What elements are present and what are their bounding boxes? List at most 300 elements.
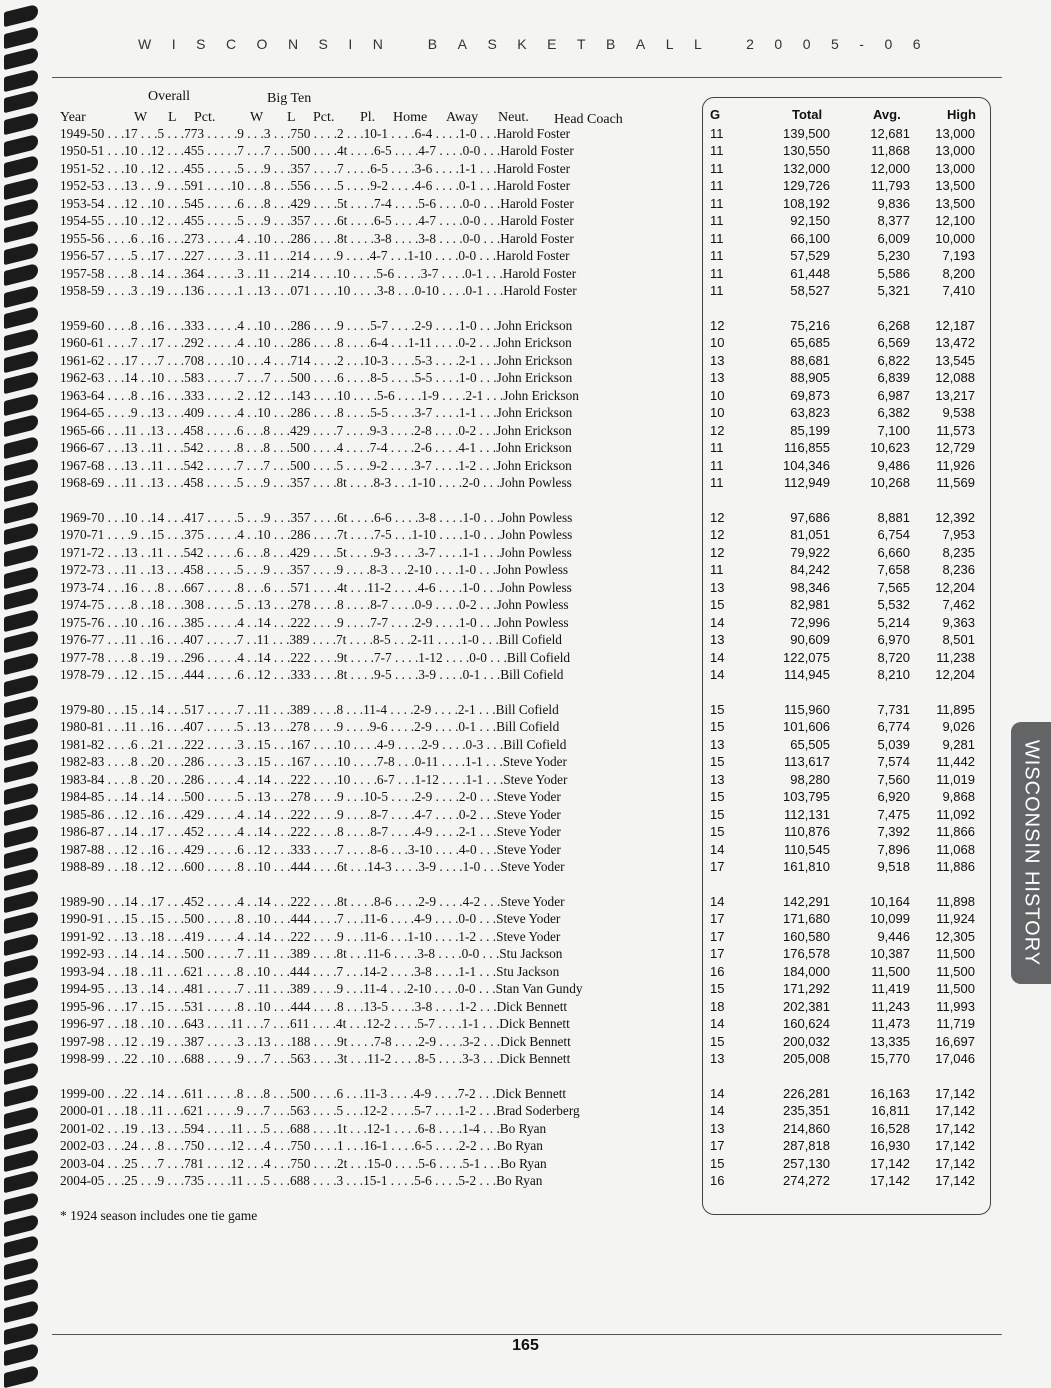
att-high: 12,729 — [935, 440, 975, 456]
att-total: 161,810 — [783, 859, 830, 875]
att-average: 6,660 — [877, 544, 910, 560]
att-high: 13,472 — [935, 335, 975, 351]
att-average: 10,164 — [870, 894, 910, 909]
att-total: 287,818 — [783, 1138, 830, 1154]
att-col-average: Avg. — [873, 107, 901, 122]
att-average: 7,565 — [877, 579, 910, 595]
season-row: 1994-95 . . .13 . .14 . . .481 . . . . .7 . .11 . . .389 . . . .9 . . .11-4 . . .2-10 . . . .0-0 . . .Stan Van Gundy — [60, 981, 583, 997]
att-high: 9,281 — [942, 736, 975, 752]
att-high: 11,924 — [936, 911, 975, 927]
spiral-coil — [4, 220, 38, 243]
spiral-coil — [4, 1127, 38, 1150]
att-total: 132,000 — [783, 160, 830, 176]
spiral-coil — [4, 285, 38, 308]
season-row: 1977-78 . . . .8 . .19 . . .296 . . . . .4 . .14 . . .222 . . . .9t . . . .7-7 . . . .1-12 . . . .0-0 . . .Bill Cofield — [60, 649, 571, 665]
season-row: 1975-76 . . .10 . .16 . . .385 . . . . .4 . .14 . . .222 . . . .9 . . . .7-7 . . . .2-9 . . . .1-0 . . .John Powless — [60, 614, 569, 630]
spiral-coil — [4, 1213, 38, 1236]
att-games: 14 — [710, 894, 725, 909]
att-high: 12,204 — [935, 667, 975, 683]
attendance-row — [710, 247, 975, 264]
spiral-coil — [4, 414, 38, 437]
att-average: 6,382 — [877, 405, 910, 421]
spiral-coil — [4, 803, 38, 826]
season-row: 2004-05 . . .25 . . .9 . . .735 . . . .11 . . .5 . . .688 . . . .3 . . .15-1 . . . .5-6 . . . .5-2 . . .Bo Ryan — [60, 1173, 543, 1189]
season-row: 1991-92 . . .13 . .18 . . .419 . . . . .4 . .14 . . .222 . . . .9 . . .11-6 . . .1-10 . . . .1-2 . . .Steve Yoder — [60, 928, 561, 944]
attendance-row — [710, 823, 975, 840]
attendance-row — [710, 631, 975, 648]
season-row: 1985-86 . . .12 . .16 . . .429 . . . . .4 . .14 . . .222 . . . .9 . . . .8-7 . . . .4-7 . . . .0-2 . . .Steve Yoder — [60, 806, 561, 822]
att-games: 13 — [710, 1120, 725, 1136]
att-high: 11,898 — [936, 894, 975, 909]
att-high: 9,026 — [942, 719, 975, 735]
att-games: 15 — [710, 1033, 725, 1049]
att-games: 10 — [710, 335, 725, 351]
attendance-row — [710, 282, 975, 299]
att-total: 257,130 — [783, 1155, 830, 1171]
att-average: 7,560 — [877, 771, 910, 787]
att-games: 14 — [710, 649, 725, 665]
attendance-row — [710, 212, 975, 229]
spiral-coil — [4, 565, 38, 588]
att-average: 9,486 — [877, 457, 910, 473]
att-games: 11 — [710, 562, 724, 578]
att-total: 130,550 — [783, 143, 830, 159]
attendance-row — [710, 788, 975, 805]
season-row: 1963-64 . . . .8 . .16 . . .333 . . . . .2 . .12 . . .143 . . . .10 . . . .5-6 . . . .1-9 . . . .2-1 . . .John Erickson — [60, 387, 579, 403]
att-average: 6,822 — [877, 352, 910, 368]
spiral-coil — [4, 825, 38, 848]
att-average: 8,720 — [877, 649, 910, 665]
att-games: 17 — [710, 911, 725, 927]
season-row: 1973-74 . . .16 . . .8 . . .667 . . . . .8 . . .6 . . .571 . . . .4t . . .11-2 . . . .4-6 . . . .1-0 . . .John Powless — [60, 579, 572, 595]
attendance-row — [710, 1033, 975, 1050]
att-high: 11,068 — [936, 841, 975, 857]
attendance-row — [710, 806, 975, 823]
att-average: 7,731 — [877, 702, 910, 717]
season-row: 1953-54 . . .12 . .10 . . .545 . . . . .6 . . .8 . . .429 . . . .5t . . . .7-4 . . . .5-6 . . . .0-0 . . .Harold Foster — [60, 195, 574, 211]
attendance-row — [710, 1050, 975, 1067]
att-games: 11 — [710, 457, 724, 473]
att-total: 92,150 — [790, 213, 830, 229]
att-high: 13,000 — [935, 126, 975, 141]
att-high: 9,868 — [942, 789, 975, 805]
att-games: 18 — [710, 998, 725, 1014]
attendance-row — [710, 457, 975, 474]
attendance-row — [710, 142, 975, 159]
spiral-coil — [4, 1105, 38, 1128]
att-average: 16,811 — [871, 1103, 910, 1119]
att-average: 7,392 — [877, 824, 910, 840]
season-row: 2003-04 . . .25 . . .7 . . .781 . . . .12 . . .4 . . .750 . . . .2t . . .15-0 . . . .5-6 . . . .5-1 . . .Bo Ryan — [60, 1155, 547, 1171]
att-total: 98,280 — [790, 771, 830, 787]
att-total: 79,922 — [790, 544, 830, 560]
att-high: 11,886 — [936, 859, 975, 875]
att-high: 12,187 — [935, 318, 975, 333]
col-neutral: Neut. — [498, 110, 529, 125]
att-average: 15,770 — [870, 1051, 910, 1067]
season-row: 1979-80 . . .15 . .14 . . .517 . . . . .7 . .11 . . .389 . . . .8 . . .11-4 . . . .2-9 . . . .2-1 . . .Bill Cofield — [60, 702, 559, 717]
spiral-coil — [4, 695, 38, 718]
att-games: 10 — [710, 387, 725, 403]
spiral-coil — [4, 349, 38, 372]
att-high: 9,538 — [942, 405, 975, 421]
season-row: 1981-82 . . . .6 . .21 . . .222 . . . . .3 . .15 . . .167 . . . .10 . . . .4-9 . . . .2-9 . . . .0-3 . . .Bill Cofield — [60, 736, 567, 752]
att-total: 72,996 — [790, 614, 830, 630]
attendance-row — [710, 1155, 975, 1172]
spiral-coil — [4, 393, 38, 416]
att-games: 12 — [710, 318, 725, 333]
att-games: 10 — [710, 405, 725, 421]
att-games: 11 — [710, 160, 724, 176]
att-total: 112,949 — [783, 475, 830, 491]
season-row: 1978-79 . . .12 . .15 . . .444 . . . . .6 . .12 . . .333 . . . .8t . . . .9-5 . . . .3-9 . . . .0-1 . . .Bill Cofield — [60, 667, 564, 683]
att-col-games: G — [710, 107, 721, 122]
att-average: 6,987 — [877, 387, 910, 403]
attendance-row — [710, 858, 975, 875]
att-total: 108,192 — [783, 195, 830, 211]
attendance-row — [710, 526, 975, 543]
season-row: 1995-96 . . .17 . .15 . . .531 . . . . .8 . .10 . . .444 . . . .8 . . .13-5 . . . .3-8 . . . .1-2 . . .Dick Bennett — [60, 998, 568, 1014]
spiral-coil — [4, 1257, 38, 1280]
spiral-coil — [4, 1019, 38, 1042]
attendance-row — [710, 666, 975, 683]
att-high: 12,088 — [935, 370, 975, 386]
att-games: 11 — [710, 230, 724, 246]
att-games: 12 — [710, 544, 725, 560]
att-high: 13,000 — [935, 143, 975, 159]
att-games: 11 — [710, 283, 724, 299]
att-total: 200,032 — [783, 1033, 830, 1049]
overall-group-label: Overall — [148, 89, 190, 104]
att-high: 11,866 — [936, 824, 975, 840]
att-average: 11,419 — [871, 981, 910, 997]
col-bt-pct: Pct. — [313, 110, 335, 125]
att-total: 58,527 — [790, 283, 830, 299]
att-games: 16 — [710, 1173, 725, 1189]
att-average: 5,214 — [877, 614, 910, 630]
att-high: 8,235 — [942, 544, 975, 560]
att-total: 129,726 — [783, 178, 830, 194]
spiral-coil — [4, 1084, 38, 1107]
att-average: 5,586 — [877, 265, 910, 281]
att-average: 11,500 — [871, 963, 910, 979]
season-row: 1996-97 . . .18 . .10 . . .643 . . . .11 . . .7 . . .611 . . . .4t . . .12-2 . . . .5-7 . . . .1-1 . . .Dick Bennett — [60, 1016, 570, 1032]
col-w: W — [134, 110, 148, 125]
att-high: 17,046 — [935, 1051, 975, 1067]
attendance-row — [710, 736, 975, 753]
season-row: 1955-56 . . . .6 . .16 . . .273 . . . . .4 . .10 . . .286 . . . .8t . . . .3-8 . . . .3-8 . . . .0-0 . . .Harold Foster — [60, 230, 574, 246]
att-games: 13 — [710, 736, 725, 752]
att-high: 12,392 — [935, 510, 975, 525]
att-high: 11,569 — [936, 475, 975, 491]
season-row: 1958-59 . . . .3 . .19 . . .136 . . . . .1 . .13 . . .071 . . . .10 . . . .3-8 . . .0-10 . . . .0-1 . . .Harold Foster — [60, 283, 577, 299]
att-high: 11,500 — [936, 981, 975, 997]
att-average: 9,836 — [877, 195, 910, 211]
spiral-coil — [4, 717, 38, 740]
col-place: Pl. — [360, 110, 376, 125]
season-row: 1967-68 . . .13 . .11 . . .542 . . . . .7 . . .7 . . .500 . . . .5 . . . .9-2 . . . .3-7 . . . .1-2 . . .John Erickson — [60, 457, 572, 473]
att-average: 10,268 — [870, 475, 910, 491]
spiral-coil — [4, 868, 38, 891]
spiral-coil — [4, 911, 38, 934]
att-total: 85,199 — [790, 422, 830, 438]
spiral-coil — [4, 4, 38, 27]
att-high: 13,545 — [935, 352, 975, 368]
att-games: 15 — [710, 597, 725, 613]
att-games: 15 — [710, 806, 725, 822]
spiral-coil — [4, 133, 38, 156]
att-high: 12,204 — [935, 579, 975, 595]
att-average: 11,243 — [871, 998, 910, 1014]
spiral-coil — [4, 198, 38, 221]
att-average: 17,142 — [870, 1155, 910, 1171]
att-total: 65,685 — [790, 335, 830, 351]
att-high: 11,895 — [936, 702, 975, 717]
season-row: 1997-98 . . .12 . .19 . . .387 . . . . .3 . .13 . . .188 . . . .9t . . . .7-8 . . . .2-9 . . . .3-2 . . .Dick Bennett — [60, 1033, 571, 1049]
att-col-high: High — [947, 107, 976, 122]
att-games: 17 — [710, 928, 725, 944]
side-tab-label: WISCONSIN HISTORY — [1020, 739, 1043, 967]
att-average: 17,142 — [870, 1173, 910, 1189]
att-games: 15 — [710, 824, 725, 840]
att-total: 88,905 — [790, 370, 830, 386]
att-average: 7,574 — [877, 754, 910, 770]
att-average: 16,930 — [870, 1138, 910, 1154]
attendance-row — [710, 422, 975, 439]
attendance-row — [710, 177, 975, 194]
att-high: 17,142 — [935, 1086, 975, 1101]
spiral-coil — [4, 933, 38, 956]
attendance-row — [710, 841, 975, 858]
att-games: 14 — [710, 841, 725, 857]
season-row: 1984-85 . . .14 . .14 . . .500 . . . . .5 . .13 . . .278 . . . .9 . . .10-5 . . . .2-9 . . . .2-0 . . .Steve Yoder — [60, 789, 561, 805]
spiral-coil — [4, 1062, 38, 1085]
attendance-row — [710, 561, 975, 578]
attendance-row — [710, 771, 975, 788]
attendance-row — [710, 998, 975, 1015]
season-row: 1990-91 . . .15 . .15 . . .500 . . . . .8 . .10 . . .444 . . . .7 . . .11-6 . . . .4-9 . . . .0-0 . . .Steve Yoder — [60, 911, 561, 927]
att-games: 11 — [710, 126, 724, 141]
att-games: 14 — [710, 667, 725, 683]
season-row: 1965-66 . . .11 . .13 . . .458 . . . . .6 . . .8 . . .429 . . . .7 . . . .9-3 . . . .2-8 . . . .0-2 . . .John Erickson — [60, 422, 572, 438]
spiral-coil — [4, 738, 38, 761]
attendance-row — [710, 474, 975, 491]
attendance-row — [710, 596, 975, 613]
att-high: 13,500 — [935, 178, 975, 194]
att-average: 6,774 — [877, 719, 910, 735]
spiral-coil — [4, 997, 38, 1020]
season-row: 1971-72 . . .13 . .11 . . .542 . . . . .6 . . .8 . . .429 . . . .5t . . . .9-3 . . . .3-7 . . . .1-1 . . .John Powless — [60, 544, 572, 560]
attendance-row — [710, 334, 975, 351]
attendance-row — [710, 928, 975, 945]
att-high: 11,573 — [936, 422, 975, 438]
att-games: 13 — [710, 352, 725, 368]
att-total: 114,945 — [783, 667, 830, 683]
att-high: 13,500 — [935, 195, 975, 211]
attendance-row — [710, 1137, 975, 1154]
att-high: 7,410 — [942, 283, 975, 299]
attendance-row — [710, 1120, 975, 1137]
att-high: 13,000 — [935, 160, 975, 176]
att-average: 8,210 — [877, 667, 910, 683]
att-average: 7,475 — [877, 806, 910, 822]
season-row: 1954-55 . . .10 . .12 . . .455 . . . . .5 . . .9 . . .357 . . . .6t . . . .6-5 . . . .4-7 . . . .0-0 . . .Harold Foster — [60, 213, 574, 229]
spiral-coil — [4, 177, 38, 200]
spiral-coil — [4, 371, 38, 394]
att-high: 11,993 — [936, 998, 975, 1014]
attendance-row — [710, 753, 975, 770]
attendance-row — [710, 544, 975, 561]
spiral-coil — [4, 889, 38, 912]
attendance-row — [710, 718, 975, 735]
att-average: 6,970 — [877, 632, 910, 648]
att-average: 7,100 — [877, 422, 910, 438]
att-average: 7,658 — [877, 562, 910, 578]
att-total: 116,855 — [783, 440, 830, 456]
att-average: 6,754 — [877, 527, 910, 543]
season-row: 1969-70 . . .10 . .14 . . .417 . . . . .5 . . .9 . . .357 . . . .6t . . . .6-6 . . . .3-8 . . . .1-0 . . .John Powless — [60, 510, 573, 525]
att-average: 10,099 — [870, 911, 910, 927]
spiral-coil — [4, 241, 38, 264]
attendance-row — [710, 265, 975, 282]
att-games: 12 — [710, 422, 725, 438]
att-games: 17 — [710, 1138, 725, 1154]
att-high: 17,142 — [935, 1138, 975, 1154]
season-row: 1976-77 . . .11 . .16 . . .407 . . . . .7 . .11 . . .389 . . . .7t . . . .8-5 . . .2-11 . . . .1-0 . . .Bill Cofield — [60, 632, 562, 648]
att-games: 15 — [710, 981, 725, 997]
season-row: 1974-75 . . . .8 . .18 . . .308 . . . . .5 . .13 . . .278 . . . .8 . . . .8-7 . . . .0-9 . . . .0-2 . . .John Powless — [60, 597, 569, 613]
att-games: 14 — [710, 1016, 725, 1032]
att-average: 9,446 — [877, 928, 910, 944]
att-high: 8,501 — [942, 632, 975, 648]
spiral-coil — [4, 630, 38, 653]
att-average: 7,896 — [877, 841, 910, 857]
season-row: 1992-93 . . .14 . .14 . . .500 . . . . .7 . .11 . . .389 . . . .8t . . .11-6 . . . .3-8 . . . .0-0 . . .Stu Jackson — [60, 946, 563, 962]
season-row: 1952-53 . . .13 . . .9 . . .591 . . . .10 . . .8 . . .556 . . . .5 . . . .9-2 . . . .4-6 . . . .0-1 . . .Harold Foster — [60, 178, 571, 194]
spiral-coil — [4, 1278, 38, 1301]
season-row: 1956-57 . . . .5 . .17 . . .227 . . . . .3 . .11 . . .214 . . . .9 . . . .4-7 . . .1-10 . . . .0-0 . . .Harold Foster — [60, 248, 570, 264]
att-total: 65,505 — [790, 736, 830, 752]
att-average: 11,868 — [871, 143, 910, 159]
att-high: 17,142 — [935, 1173, 975, 1189]
att-total: 176,578 — [783, 946, 830, 962]
att-total: 160,624 — [783, 1016, 830, 1032]
att-high: 11,019 — [936, 771, 975, 787]
attendance-row — [710, 910, 975, 927]
att-games: 17 — [710, 946, 725, 962]
attendance-row — [710, 317, 975, 334]
page-number: 165 — [512, 1337, 539, 1354]
att-average: 12,681 — [870, 126, 910, 141]
spiral-coil — [4, 47, 38, 70]
att-total: 63,823 — [790, 405, 830, 421]
att-average: 5,039 — [877, 736, 910, 752]
att-total: 104,346 — [783, 457, 830, 473]
att-high: 11,238 — [936, 649, 975, 665]
spiral-coil — [4, 522, 38, 545]
col-pct: Pct. — [194, 110, 216, 125]
season-row: 1989-90 . . .14 . .17 . . .452 . . . . .4 . .14 . . .222 . . . .8t . . . .8-6 . . . .2-9 . . . .4-2 . . .Steve Yoder — [60, 894, 565, 909]
att-games: 13 — [710, 1051, 725, 1067]
spiral-coil — [4, 90, 38, 113]
spiral-coil — [4, 544, 38, 567]
att-average: 11,793 — [871, 178, 910, 194]
attendance-row — [710, 980, 975, 997]
att-average: 6,268 — [877, 318, 910, 333]
spiral-coil — [4, 1365, 38, 1388]
att-games: 11 — [710, 143, 724, 159]
att-games: 15 — [710, 719, 725, 735]
att-games: 15 — [710, 1155, 725, 1171]
att-games: 14 — [710, 1103, 725, 1119]
att-total: 103,795 — [783, 789, 830, 805]
col-bt-w: W — [250, 110, 264, 125]
att-col-total: Total — [792, 107, 823, 122]
att-total: 81,051 — [790, 527, 830, 543]
attendance-row — [710, 404, 975, 421]
spiral-coil — [4, 1170, 38, 1193]
season-row: 1983-84 . . . .8 . .20 . . .286 . . . . .4 . .14 . . .222 . . . .10 . . . .6-7 . . .1-12 . . . .1-1 . . .Steve Yoder — [60, 771, 568, 787]
att-total: 112,131 — [783, 806, 830, 822]
att-total: 205,008 — [783, 1051, 830, 1067]
att-average: 10,623 — [870, 440, 910, 456]
spiral-coil — [4, 609, 38, 632]
att-total: 139,500 — [783, 126, 830, 141]
season-row: 1964-65 . . . .9 . .13 . . .409 . . . . .4 . .10 . . .286 . . . .8 . . . .5-5 . . . .3-7 . . . .1-1 . . .John Erickson — [60, 405, 573, 421]
att-total: 122,075 — [783, 649, 830, 665]
att-average: 5,321 — [877, 283, 910, 299]
attendance-row — [710, 945, 975, 962]
att-total: 90,609 — [790, 632, 830, 648]
season-row: 2001-02 . . .19 . .13 . . .594 . . . .11 . . .5 . . .688 . . . .1t . . .12-1 . . . .6-8 . . . .1-4 . . .Bo Ryan — [60, 1120, 547, 1136]
att-games: 15 — [710, 702, 725, 717]
spiral-coil — [4, 954, 38, 977]
att-total: 142,291 — [783, 894, 830, 909]
attendance-row — [710, 649, 975, 666]
att-high: 8,236 — [942, 562, 975, 578]
spiral-coil — [4, 1235, 38, 1258]
att-games: 15 — [710, 754, 725, 770]
col-home: Home — [393, 110, 428, 125]
spiral-coil — [4, 155, 38, 178]
att-high: 12,100 — [935, 213, 975, 229]
attendance-row — [710, 1015, 975, 1032]
att-games: 13 — [710, 632, 725, 648]
att-games: 14 — [710, 614, 725, 630]
attendance-row — [710, 160, 975, 177]
season-row: 1957-58 . . . .8 . .14 . . .364 . . . . .3 . .11 . . .214 . . . .10 . . . .5-6 . . . .3-7 . . . .0-1 . . .Harold Foster — [60, 265, 577, 281]
att-average: 6,839 — [877, 370, 910, 386]
season-row: 1972-73 . . .11 . .13 . . .458 . . . . .5 . . .9 . . .357 . . . .9 . . . .8-3 . . .2-10 . . . .1-0 . . .John Powless — [60, 562, 569, 578]
att-average: 8,881 — [877, 510, 910, 525]
season-row: 1993-94 . . .18 . .11 . . .621 . . . . .8 . .10 . . .444 . . . .7 . . .14-2 . . . .3-8 . . . .1-1 . . .Stu Jackson — [60, 963, 560, 979]
season-row: 1966-67 . . .13 . .11 . . .542 . . . . .8 . . .8 . . .500 . . . .4 . . . .7-4 . . . .2-6 . . . .4-1 . . .John Erickson — [60, 440, 572, 456]
col-bt-l: L — [287, 110, 296, 125]
att-total: 97,686 — [790, 510, 830, 525]
att-total: 113,617 — [783, 754, 830, 770]
att-high: 11,719 — [936, 1016, 975, 1032]
attendance-row — [710, 893, 975, 910]
att-games: 11 — [710, 475, 724, 491]
season-row: 1988-89 . . .18 . .12 . . .600 . . . . .8 . .10 . . .444 . . . .6t . . .14-3 . . . .3-9 . . . .1-0 . . .Steve Yoder — [60, 859, 565, 875]
att-high: 16,697 — [935, 1033, 975, 1049]
attendance-row — [710, 369, 975, 386]
att-high: 11,500 — [936, 963, 975, 979]
att-games: 13 — [710, 370, 725, 386]
att-average: 16,163 — [870, 1086, 910, 1101]
att-high: 11,926 — [936, 457, 975, 473]
att-high: 17,142 — [935, 1120, 975, 1136]
